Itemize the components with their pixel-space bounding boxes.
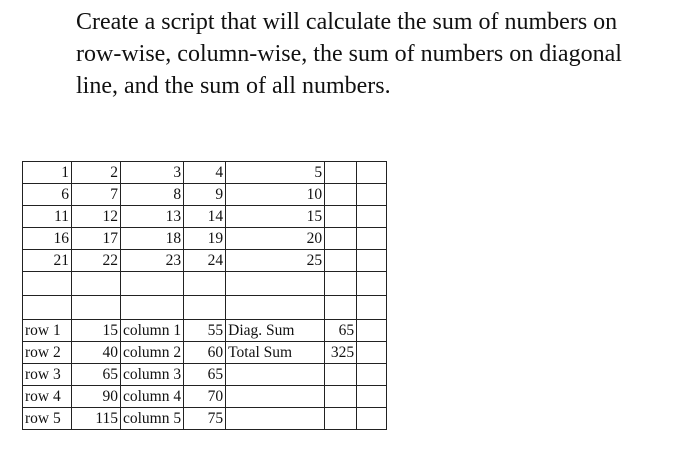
sheet-cell[interactable]: 75 bbox=[184, 408, 226, 430]
sheet-cell[interactable] bbox=[325, 408, 357, 430]
sheet-cell[interactable] bbox=[226, 408, 325, 430]
sheet-row bbox=[23, 162, 387, 184]
sheet-cell[interactable]: 21 bbox=[23, 250, 72, 272]
sheet-cell[interactable]: 25 bbox=[226, 250, 325, 272]
sheet-cell[interactable]: 5 bbox=[226, 162, 325, 184]
sheet-cell[interactable]: 90 bbox=[72, 386, 121, 408]
sheet-cell[interactable] bbox=[23, 296, 72, 320]
sheet-cell[interactable] bbox=[226, 296, 325, 320]
sheet-cell[interactable] bbox=[226, 272, 325, 296]
sheet-cell[interactable] bbox=[325, 228, 357, 250]
sheet-cell[interactable] bbox=[357, 296, 387, 320]
sheet-cell[interactable]: 18 bbox=[121, 228, 184, 250]
sheet-cell[interactable]: 15 bbox=[226, 206, 325, 228]
sheet-cell[interactable]: 23 bbox=[121, 250, 184, 272]
sheet-cell[interactable]: 7 bbox=[72, 184, 121, 206]
sheet-cell[interactable]: 1 bbox=[23, 162, 72, 184]
sheet-cell[interactable] bbox=[325, 364, 357, 386]
sheet-cell[interactable]: 13 bbox=[121, 206, 184, 228]
sheet-cell[interactable] bbox=[72, 296, 121, 320]
sheet-cell[interactable]: 40 bbox=[72, 342, 121, 364]
sheet-cell[interactable] bbox=[357, 408, 387, 430]
sheet-row bbox=[23, 296, 387, 320]
sheet-cell[interactable]: 6 bbox=[23, 184, 72, 206]
sheet-cell[interactable]: 14 bbox=[184, 206, 226, 228]
sheet-cell[interactable]: 70 bbox=[184, 386, 226, 408]
sheet-cell[interactable]: 19 bbox=[184, 228, 226, 250]
sheet-cell[interactable] bbox=[357, 320, 387, 342]
sheet-cell[interactable]: 24 bbox=[184, 250, 226, 272]
sheet-cell[interactable] bbox=[357, 342, 387, 364]
sheet-cell[interactable]: 2 bbox=[72, 162, 121, 184]
sheet-cell[interactable] bbox=[357, 206, 387, 228]
sheet-cell[interactable]: 16 bbox=[23, 228, 72, 250]
sheet-cell[interactable] bbox=[325, 184, 357, 206]
sheet-cell[interactable] bbox=[226, 386, 325, 408]
sheet-cell[interactable]: 9 bbox=[184, 184, 226, 206]
sheet-cell[interactable] bbox=[72, 272, 121, 296]
sheet-cell[interactable]: column 4 bbox=[121, 386, 184, 408]
sheet-cell[interactable] bbox=[357, 386, 387, 408]
sheet-cell[interactable]: 115 bbox=[72, 408, 121, 430]
sheet-cell[interactable] bbox=[121, 296, 184, 320]
sheet-cell[interactable]: 55 bbox=[184, 320, 226, 342]
sheet-row bbox=[23, 320, 387, 342]
sheet-cell[interactable] bbox=[357, 364, 387, 386]
sheet-row bbox=[23, 184, 387, 206]
sheet-cell[interactable]: row 4 bbox=[23, 386, 72, 408]
sheet-row bbox=[23, 250, 387, 272]
sheet-row bbox=[23, 228, 387, 250]
sheet-cell[interactable] bbox=[226, 364, 325, 386]
sheet-cell[interactable]: 325 bbox=[325, 342, 357, 364]
sheet-cell[interactable]: row 2 bbox=[23, 342, 72, 364]
sheet-cell[interactable] bbox=[357, 228, 387, 250]
sheet-cell[interactable] bbox=[184, 272, 226, 296]
sheet-cell[interactable]: column 5 bbox=[121, 408, 184, 430]
sheet-cell[interactable] bbox=[357, 272, 387, 296]
sheet-cell[interactable] bbox=[325, 162, 357, 184]
sheet-cell[interactable]: 65 bbox=[184, 364, 226, 386]
sheet-cell[interactable]: row 3 bbox=[23, 364, 72, 386]
sheet-cell[interactable] bbox=[121, 272, 184, 296]
sheet-cell[interactable]: Diag. Sum bbox=[226, 320, 325, 342]
spreadsheet-grid bbox=[22, 161, 387, 430]
sheet-cell[interactable]: 4 bbox=[184, 162, 226, 184]
sheet-cell[interactable]: 65 bbox=[72, 364, 121, 386]
sheet-cell[interactable]: column 2 bbox=[121, 342, 184, 364]
sheet-row bbox=[23, 364, 387, 386]
sheet-row bbox=[23, 408, 387, 430]
sheet-cell[interactable] bbox=[23, 272, 72, 296]
sheet-cell[interactable]: column 3 bbox=[121, 364, 184, 386]
sheet-cell[interactable]: Total Sum bbox=[226, 342, 325, 364]
sheet-cell[interactable] bbox=[325, 206, 357, 228]
sheet-cell[interactable]: row 1 bbox=[23, 320, 72, 342]
sheet-cell[interactable]: 11 bbox=[23, 206, 72, 228]
sheet-cell[interactable]: 3 bbox=[121, 162, 184, 184]
sheet-cell[interactable] bbox=[184, 296, 226, 320]
sheet-row bbox=[23, 386, 387, 408]
sheet-cell[interactable]: 8 bbox=[121, 184, 184, 206]
sheet-cell[interactable] bbox=[357, 184, 387, 206]
sheet-cell[interactable]: 22 bbox=[72, 250, 121, 272]
instructions-line-3: line, and the sum of all numbers. bbox=[76, 73, 391, 99]
instructions-line-1: Create a script that will calculate the sum of numbers on bbox=[76, 9, 618, 35]
sheet-cell[interactable]: row 5 bbox=[23, 408, 72, 430]
sheet-cell[interactable] bbox=[325, 296, 357, 320]
sheet-cell[interactable]: 10 bbox=[226, 184, 325, 206]
instructions-text bbox=[76, 6, 696, 102]
sheet-cell[interactable]: 17 bbox=[72, 228, 121, 250]
sheet-cell[interactable] bbox=[325, 272, 357, 296]
sheet-row bbox=[23, 342, 387, 364]
sheet-cell[interactable] bbox=[357, 250, 387, 272]
sheet-row bbox=[23, 272, 387, 296]
sheet-cell[interactable]: 65 bbox=[325, 320, 357, 342]
instructions-line-2: row-wise, column-wise, the sum of numbers on diagonal bbox=[76, 41, 622, 67]
sheet-cell[interactable]: 12 bbox=[72, 206, 121, 228]
sheet-cell[interactable] bbox=[325, 250, 357, 272]
sheet-cell[interactable]: 20 bbox=[226, 228, 325, 250]
sheet-cell[interactable] bbox=[357, 162, 387, 184]
sheet-cell[interactable]: column 1 bbox=[121, 320, 184, 342]
sheet-cell[interactable] bbox=[325, 386, 357, 408]
sheet-cell[interactable]: 15 bbox=[72, 320, 121, 342]
sheet-row bbox=[23, 206, 387, 228]
sheet-cell[interactable]: 60 bbox=[184, 342, 226, 364]
